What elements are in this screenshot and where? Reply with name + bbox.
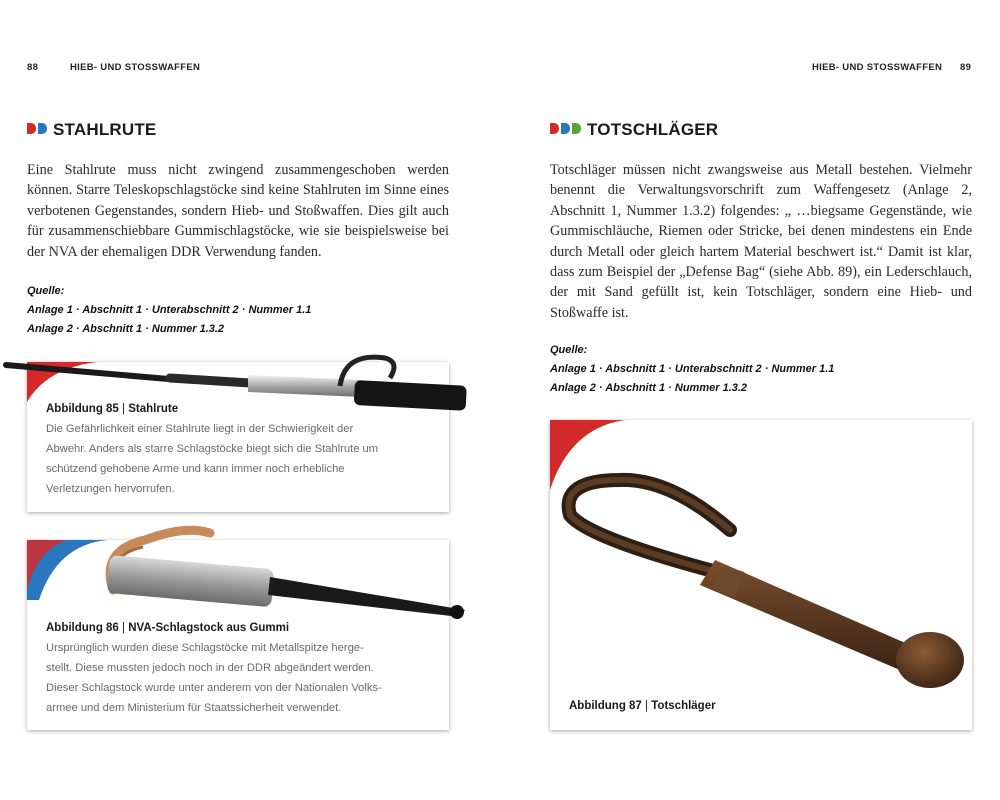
red-marker-icon (550, 123, 559, 134)
left-body-text (27, 160, 449, 262)
figure-85-title: Abbildung 85 | Stahlrute (46, 403, 179, 415)
right-running-head: HIEB- UND STOSSWAFFEN (812, 62, 943, 73)
right-page-number: 89 (960, 62, 972, 73)
section-title: STAHLRUTE (53, 120, 157, 139)
caption-line: armee und dem Ministerium für Staatssicherheit verwendet. (46, 702, 342, 714)
section-title: TOTSCHLÄGER (587, 120, 719, 139)
source-label: Quelle: (550, 344, 588, 356)
right-sources (550, 341, 970, 398)
caption-line: Abwehr. Anders als starre Schlagstöcke biegt sich die Stahlrute um (46, 443, 379, 455)
figure-87 (550, 420, 972, 730)
caption-line: schützend gehobene Arme und kann immer noch erhebliche (46, 463, 345, 475)
figure-86-title: Abbildung 86 | NVA-Schlagstock aus Gummi (46, 622, 290, 634)
caption-line: Dieser Schlagstock wurde unter anderem von der Nationalen Volks- (46, 682, 382, 694)
body-paragraph: Eine Stahlrute muss nicht zwingend zusammengeschoben werden können. Starre Teleskopschlagstöcke sind keine Stahlruten im Sinne eines verbotenen Gegenstandes, sondern Hieb- und Stoßwaffen. Dies gilt auch für zusammenschiebbare Gummischlagstöcke, wie sie beispielsweise bei der NVA der ehemaligen DDR Verwendung fanden. (27, 162, 449, 260)
section-heading-stahlrute (27, 120, 327, 140)
left-running-head: HIEB- UND STOSSWAFFEN (70, 62, 201, 73)
caption-line: Verletzungen hervorrufen. (46, 483, 175, 495)
source-line: Anlage 1 · Abschnitt 1 · Unterabschnitt 2 · Nummer 1.1 (550, 363, 835, 375)
left-page-number: 88 (27, 62, 39, 73)
section-heading-totschlaeger (550, 120, 850, 140)
source-label: Quelle: (27, 285, 65, 297)
caption-line: stellt. Diese mussten jedoch noch in der DDR abgeändert werden. (46, 662, 374, 674)
caption-line: Die Gefährlichkeit einer Stahlrute liegt in der Schwierigkeit der (46, 423, 354, 435)
green-marker-icon (572, 123, 581, 134)
source-line: Anlage 2 · Abschnitt 1 · Nummer 1.3.2 (550, 382, 748, 394)
source-line: Anlage 2 · Abschnitt 1 · Nummer 1.3.2 (27, 323, 225, 335)
figure-87-caption (569, 696, 949, 716)
figure-86-caption (46, 618, 446, 718)
rubber-baton-image (85, 515, 475, 625)
source-line: Anlage 1 · Abschnitt 1 · Unterabschnitt 2 · Nummer 1.1 (27, 304, 312, 316)
blackjack-image (550, 420, 972, 700)
caption-line: Ursprünglich wurden diese Schlagstöcke mit Metallspitze herge- (46, 642, 364, 654)
red-marker-icon (27, 123, 36, 134)
blue-marker-icon (561, 123, 570, 134)
blue-marker-icon (38, 123, 47, 134)
body-paragraph: Totschläger müssen nicht zwangsweise aus Metall bestehen. Vielmehr benennt die Verwaltungsvorschrift zum Waffengesetz (Anlage 2, Abschnitt 1, Nummer 1.3.2) folgendes: „ …biegsame Gegenstände, wie Gummischläuche, Riemen oder Stricke, bei denen mindestens ein Ende durch Metall oder gleich hartem Material beschwert ist.“ Damit ist klar, dass zum Beispiel der „Defense Bag“ (siehe Abb. 89), ein Lederschlauch, der mit Sand gefüllt ist, kein Totschläger, sondern eine Hieb- und Stoßwaffe ist. (550, 162, 972, 321)
left-sources (27, 282, 447, 339)
right-body-text (550, 160, 972, 323)
figure-87-title: Abbildung 87 | Totschläger (569, 700, 716, 712)
figure-85-caption (46, 399, 446, 499)
